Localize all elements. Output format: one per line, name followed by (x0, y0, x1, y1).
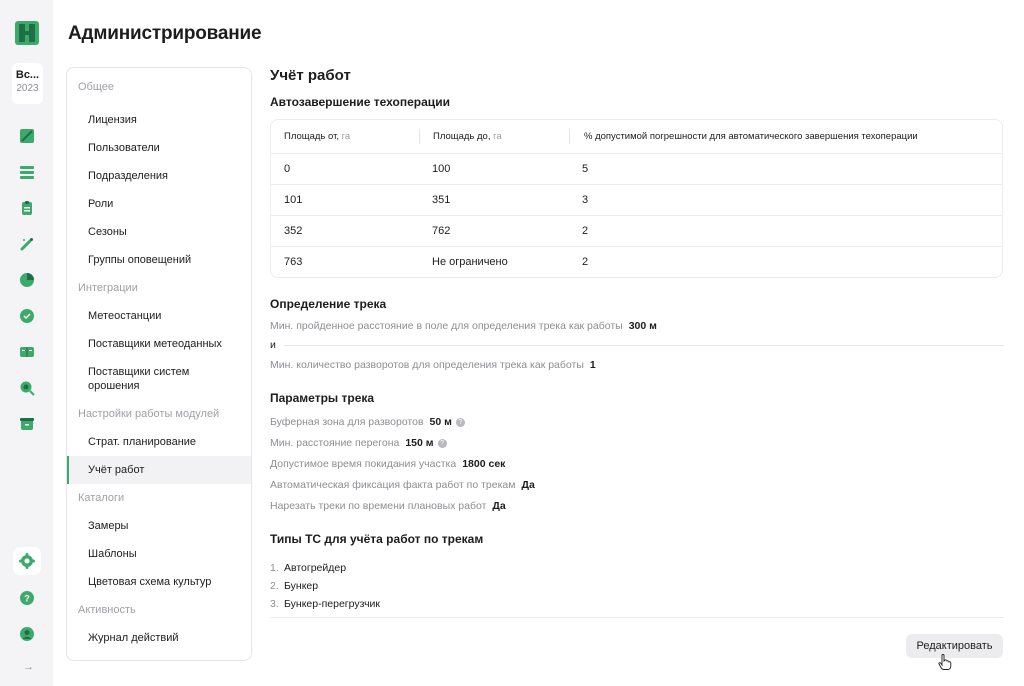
clipboard-icon[interactable] (17, 198, 37, 218)
season-name: Вс... (15, 69, 40, 81)
page-title: Администрирование (68, 23, 262, 44)
svg-text:?: ? (24, 593, 30, 604)
vehicle-types-list (270, 559, 1004, 610)
header-label: Площадь до, (433, 131, 491, 142)
param-row (270, 500, 1004, 513)
param-label: Буферная зона для разворотов (270, 416, 424, 428)
cell-tolerance: 5 (582, 163, 589, 175)
list-label: Бункер-перегрузчик (284, 598, 380, 610)
section-title: Учёт работ (270, 67, 351, 84)
menu-item-action-log[interactable]: Журнал действий (88, 632, 179, 644)
cell-area-from: 352 (284, 225, 303, 237)
divider-line (284, 345, 1004, 346)
cell-tolerance: 2 (582, 225, 589, 237)
menu-item-measurements[interactable]: Замеры (88, 520, 129, 532)
edit-button[interactable]: Редактировать (906, 634, 1003, 658)
menu-group-general: Общее (78, 81, 115, 93)
search-icon[interactable] (17, 378, 37, 398)
param-label: Автоматическая фиксация факта работ по трекам (270, 479, 516, 491)
cell-area-from: 0 (284, 163, 291, 175)
cell-area-to: 100 (432, 163, 451, 175)
pie-chart-icon[interactable] (17, 270, 37, 290)
cell-tolerance: 2 (582, 256, 589, 268)
list-item (270, 595, 1004, 613)
menu-item-roles[interactable]: Роли (88, 198, 114, 210)
chat-icon[interactable] (17, 306, 37, 326)
wand-icon[interactable] (17, 234, 37, 254)
footer-divider (270, 617, 1004, 618)
min-distance-row (270, 320, 1004, 333)
header-unit: га (493, 131, 502, 142)
table-row (271, 184, 1002, 215)
season-selector[interactable] (12, 63, 43, 104)
list-item (270, 577, 1004, 595)
hand-cursor-icon (938, 654, 952, 670)
min-distance-label: Мин. пройденное расстояние в поле для определения трека как работы (270, 320, 623, 332)
icon-rail (0, 0, 53, 686)
list-number: 2. (270, 580, 279, 592)
autocomplete-title: Автозавершение техоперации (270, 95, 450, 109)
and-divider (270, 339, 1004, 351)
menu-item-notification-groups[interactable]: Группы оповещений (88, 254, 192, 266)
table-header-area-to (420, 131, 569, 142)
season-year: 2023 (16, 83, 39, 94)
menu-item-work-accounting[interactable]: Учёт работ (67, 456, 251, 484)
menu-group-catalogs: Каталоги (78, 492, 125, 504)
list-item (270, 559, 1004, 577)
menu-item-strategic-planning[interactable]: Страт. планирование (88, 436, 197, 448)
table-header-tolerance: % допустимой погрешности для автоматического завершения техоперации (584, 131, 918, 142)
storage-icon[interactable] (17, 414, 37, 434)
vehicle-types-title: Типы ТС для учёта работ по трекам (270, 532, 484, 546)
cell-tolerance: 3 (582, 194, 589, 206)
table-row (271, 215, 1002, 246)
menu-item-weather-providers[interactable]: Поставщики метеоданных (88, 338, 222, 350)
menu-item-seasons[interactable]: Сезоны (88, 226, 127, 238)
menu-group-integrations: Интеграции (78, 282, 138, 294)
list-icon[interactable] (17, 162, 37, 182)
expand-arrow-icon[interactable]: → (23, 661, 34, 673)
content-panel (270, 62, 1004, 610)
settings-icon[interactable] (17, 551, 37, 571)
table-row (271, 246, 1002, 277)
menu-item-templates[interactable]: Шаблоны (88, 548, 137, 560)
menu-item-license[interactable]: Лицензия (88, 114, 137, 126)
menu-item-irrigation-providers[interactable]: Поставщики систем орошения (88, 366, 190, 392)
cell-area-from: 101 (284, 194, 303, 206)
map-icon[interactable] (17, 126, 37, 146)
param-row (270, 458, 1004, 471)
header-unit: га (341, 131, 351, 142)
header-label: Площадь от, (284, 131, 340, 142)
track-params-title: Параметры трека (270, 391, 375, 405)
param-row (270, 479, 1004, 492)
param-label: Допустимое время покидания участка (270, 458, 457, 470)
list-label: Автогрейдер (284, 562, 347, 574)
param-row (270, 416, 1004, 429)
param-value: Да (521, 479, 535, 491)
cell-area-to: 762 (432, 225, 451, 237)
list-label: Бункер (284, 580, 319, 592)
min-turns-label: Мин. количество разворотов для определения трека как работы (270, 359, 584, 371)
help-icon[interactable]: ? (456, 418, 465, 427)
logo-icon[interactable] (15, 21, 39, 45)
table-row (271, 153, 1002, 184)
menu-item-users[interactable]: Пользователи (88, 142, 160, 154)
menu-item-departments[interactable]: Подразделения (88, 170, 168, 182)
param-value: Да (492, 500, 506, 512)
table-header-row (271, 120, 1002, 153)
track-definition-title: Определение трека (270, 297, 387, 311)
autocomplete-table (270, 119, 1003, 278)
cell-area-to: Не ограничено (432, 256, 508, 268)
menu-group-module-settings: Настройки работы модулей (78, 408, 220, 420)
menu-item-crop-color-scheme[interactable]: Цветовая схема культур (88, 576, 212, 588)
settings-menu (66, 67, 252, 661)
menu-item-weather-stations[interactable]: Метеостанции (88, 310, 162, 322)
and-label: и (270, 339, 276, 351)
list-number: 3. (270, 598, 279, 610)
help-icon[interactable]: ? (438, 439, 447, 448)
param-value: 150 м (405, 437, 434, 449)
profile-icon[interactable] (17, 624, 37, 644)
list-number: 1. (270, 562, 279, 574)
table-header-area-from (271, 131, 419, 142)
help-icon[interactable] (17, 588, 37, 608)
menu-group-activity: Активность (78, 604, 136, 616)
param-row (270, 437, 1004, 450)
min-turns-value: 1 (589, 359, 596, 371)
param-label: Нарезать треки по времени плановых работ (270, 500, 487, 512)
param-value: 1800 сек (462, 458, 506, 470)
min-turns-row (270, 359, 1004, 372)
cell-area-from: 763 (284, 256, 303, 268)
param-label: Мин. расстояние перегона (270, 437, 400, 449)
min-distance-value: 300 м (628, 320, 657, 332)
cell-area-to: 351 (432, 194, 451, 206)
book-icon[interactable] (17, 342, 37, 362)
param-value: 50 м (429, 416, 452, 428)
